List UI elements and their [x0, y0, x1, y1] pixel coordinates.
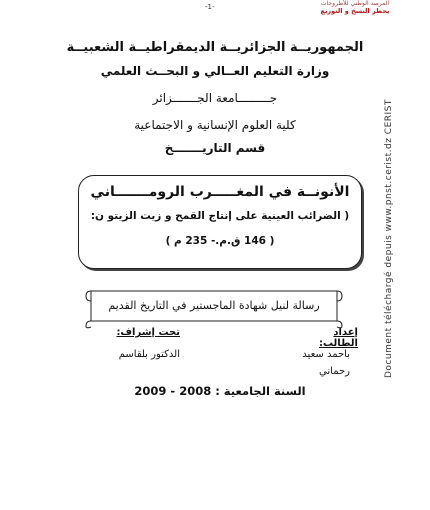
- thesis-title: الأنونــة في المغـــــرب الرومـــــــاني: [90, 184, 350, 200]
- thesis-subtitle: ( الضرائب العينية على إنتاج القمح و زيت الزيتو ن:: [90, 210, 350, 222]
- archive-stamp: [300, 0, 410, 15]
- republic-name: الجمهوريــة الجزائريــة الديمقراطيــة الشعبيــة: [66, 40, 364, 55]
- degree-scroll-box: [83, 285, 345, 329]
- supervisor-label: تحت إشراف:: [116, 327, 180, 338]
- university-name: جـــــــــامعة الجـــــــزائر: [152, 91, 278, 105]
- degree-statement: رسالة لنيل شهادة الماجستير في التاريخ القديم: [108, 299, 320, 312]
- academic-year: السنة الجامعية : 2008 - 2009: [134, 384, 306, 398]
- prepared-by-label: إعداد الطالب:: [318, 327, 358, 349]
- supervisor-name: الدكتور بلقاسم: [118, 349, 180, 360]
- department-name: قسم التاريـــــــخ: [164, 141, 266, 155]
- ministry-name: وزارة التعليم العــالي و البحــث العلمي: [100, 64, 330, 78]
- page-number: -1-: [205, 3, 215, 11]
- faculty-name: كلية العلوم الإنسانية و الاجتماعية: [134, 118, 296, 132]
- stamp-bottom-text: يحظر النسخ و التوزيع: [320, 7, 390, 15]
- student-name-line-1: باحمد سعيد: [302, 349, 350, 360]
- stamp-top-text: المرصد الوطني للأطروحات: [320, 0, 390, 7]
- student-name-line-2: رحماني: [319, 366, 350, 377]
- title-box: [78, 175, 362, 269]
- download-watermark: Document téléchargé depuis www.pnst.cerist.dz CERIST: [384, 99, 394, 378]
- thesis-date-range: ( 146 ق.م.- 235 م ): [165, 235, 275, 247]
